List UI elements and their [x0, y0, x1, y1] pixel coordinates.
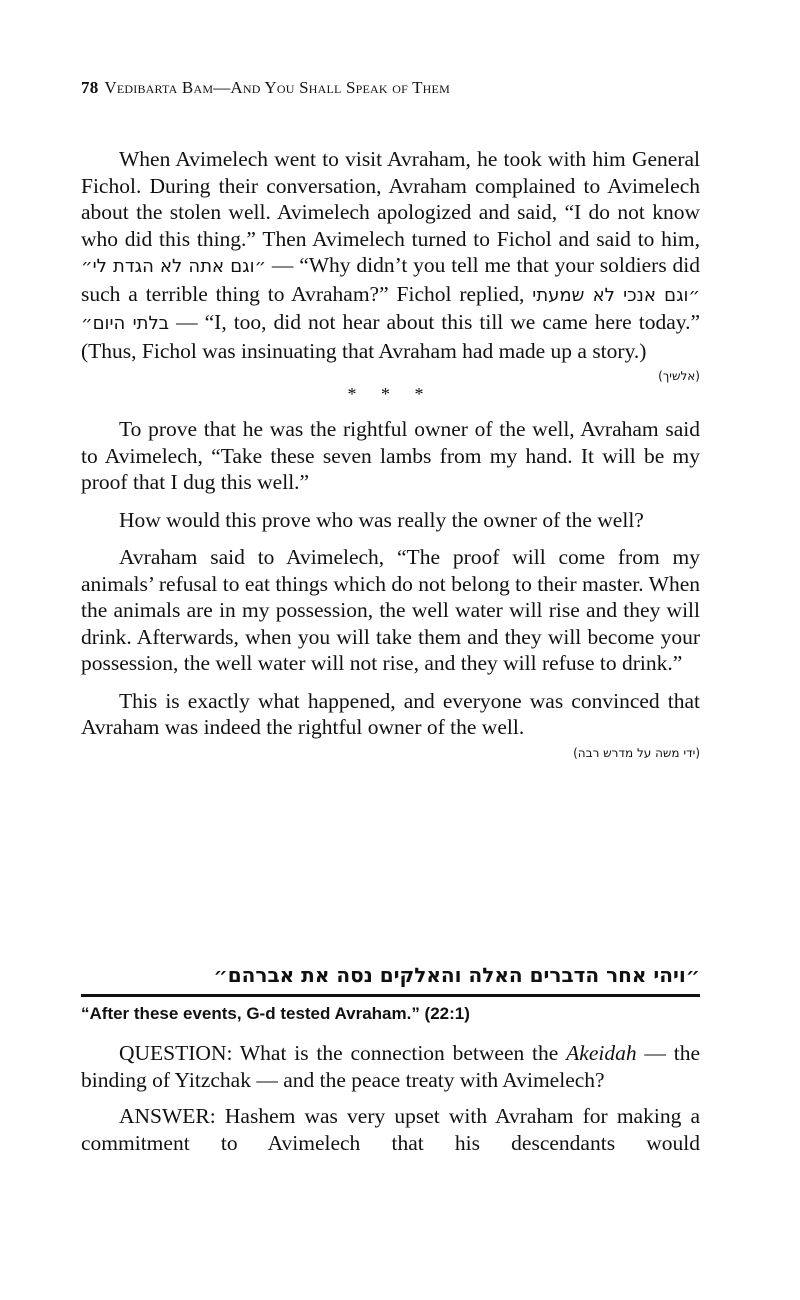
heading-rule	[81, 994, 700, 997]
paragraph-how-prove: How would this prove who was really the owner of the well?	[119, 507, 644, 532]
paragraph-proof-explanation: Avraham said to Avimelech, “The proof will come from my animals’ refusal to eat things which do not belong to their master. When the animals are in my possession, the well water will rise and they will drink. Afterwards, when you will take them and they will become your possession, the well water will not rise, and they will refuse to drink.”	[81, 545, 700, 675]
paragraph-avimelech-visit	[81, 146, 700, 364]
question-text: QUESTION: What is the connection between the	[119, 1041, 567, 1065]
source-citation-1: (אלשיך)	[658, 369, 700, 383]
question-paragraph	[81, 1040, 700, 1093]
hebrew-quote-1: ״וגם אתה לא הגדת לי״	[81, 256, 267, 277]
page-number: 78	[81, 78, 99, 97]
paragraph-seven-lambs: To prove that he was the rightful owner of the well, Avraham said to Avimelech, “Take these seven lambs from my hand. It will be my proof that I dug this well.”	[81, 417, 700, 494]
akeidah-term: Akeidah	[566, 1041, 637, 1065]
paragraph-text: — “Why didn’t you tell me that your soldiers did such a terrible thing to Avraham?” Fichol replied,	[81, 253, 700, 306]
body-text	[81, 146, 700, 761]
paragraph-text: When Avimelech went to visit Avraham, he took with him General Fichol. During their conversation, Avraham complained to Avimelech about the stolen well. Avimelech apologized and said, “I do not know who did this thing.” Then Avimelech turned to Fichol and said to him,	[81, 147, 700, 251]
source-citation-2: (ידי משה על מדרש רבה)	[573, 745, 700, 760]
paragraph-conclusion: This is exactly what happened, and everyone was convinced that Avraham was indeed the rightful owner of the well.	[81, 688, 700, 739]
hebrew-quote-2: ״וגם אנכי לא שמעתי בלתי היום״	[81, 284, 700, 334]
running-head	[81, 78, 450, 98]
running-title: Vedibarta Bam—And You Shall Speak of Them	[104, 78, 450, 97]
question-text: — the binding of Yitzchak — and the peace treaty with Avimelech?	[81, 1041, 700, 1092]
paragraph-text: — “I, too, did not hear about this till we came here today.” (Thus, Fichol was insinuating that Avraham had made up a story.)	[81, 310, 701, 363]
verse-english-heading: “After these events, G-d tested Avraham.” (22:1)	[81, 1004, 470, 1023]
section-separator: * * *	[347, 384, 434, 404]
answer-paragraph: ANSWER: Hashem was very upset with Avraham for making a commitment to Avimelech that his descendants would	[81, 1104, 700, 1155]
verse-hebrew-heading: ״ויהי אחר הדברים האלה והאלקים נסה את אברהם״	[213, 963, 700, 987]
question-answer	[81, 1040, 700, 1156]
